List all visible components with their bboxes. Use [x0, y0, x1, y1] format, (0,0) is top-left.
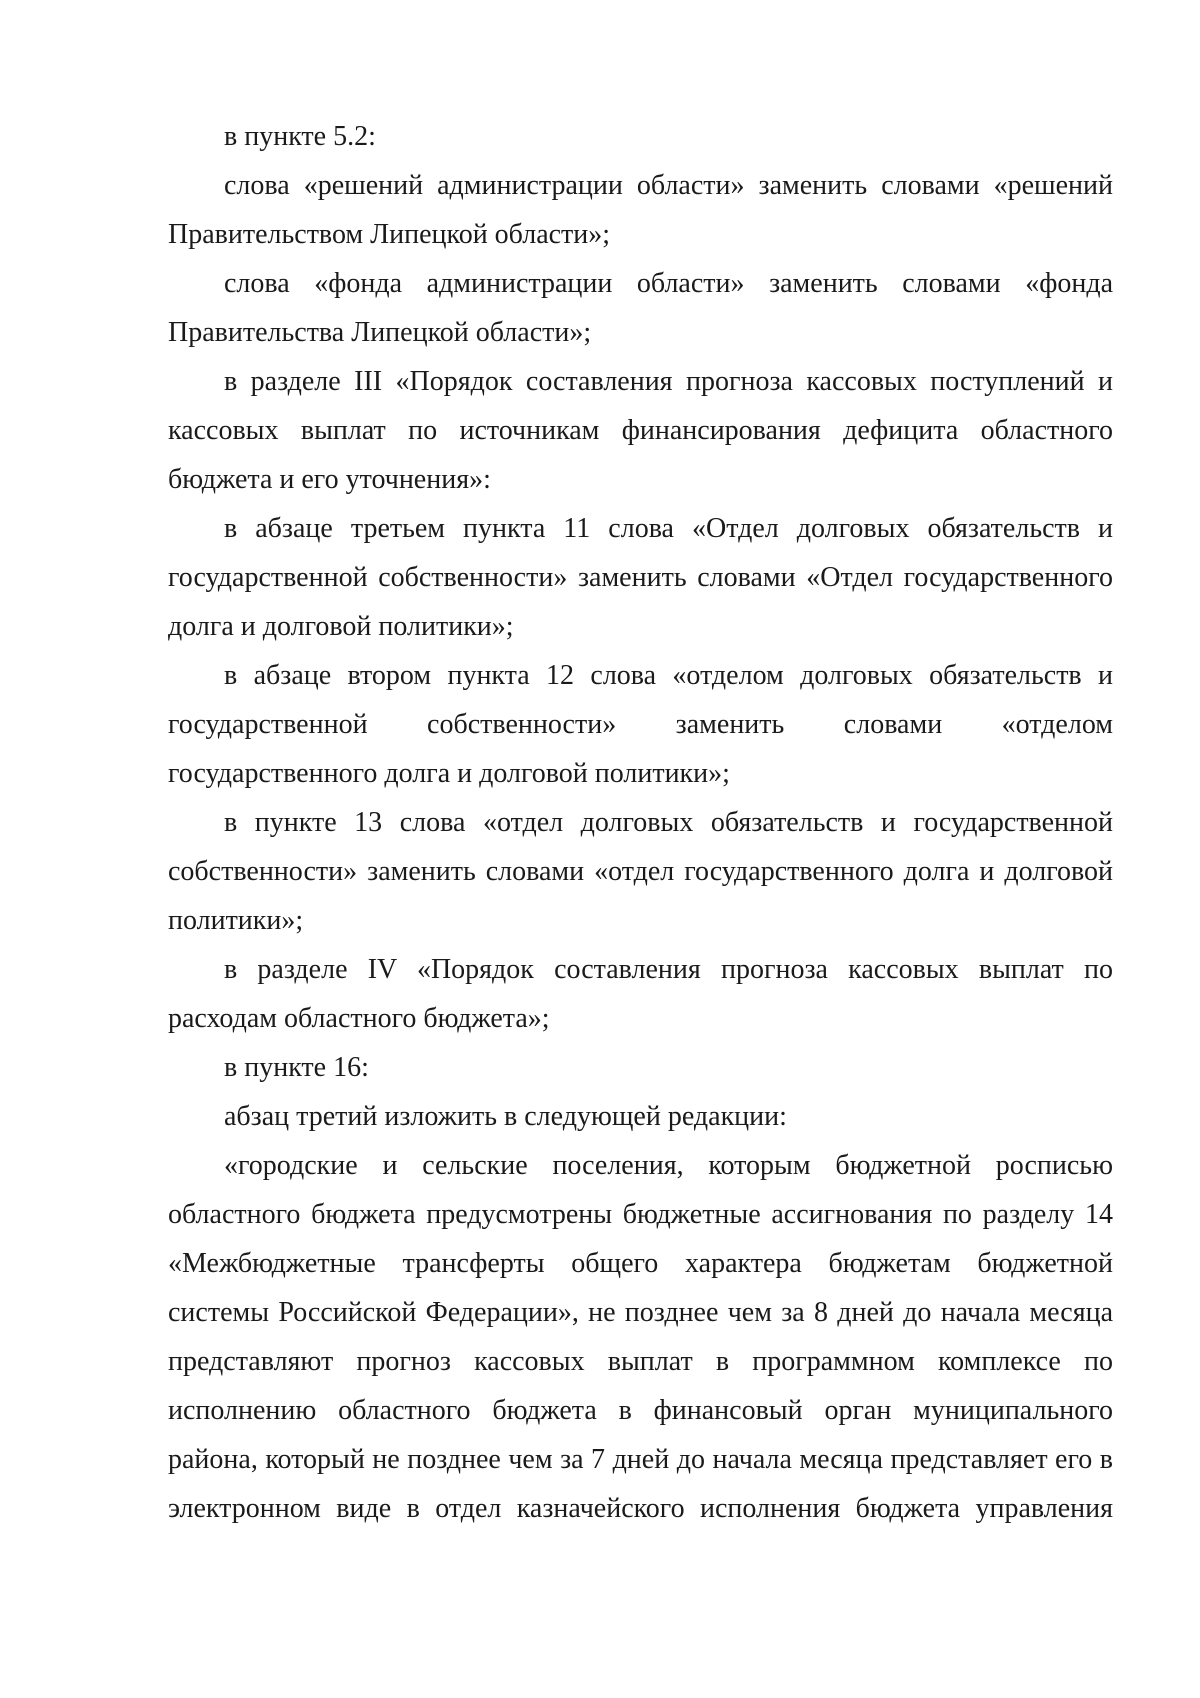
paragraph-10: абзац третий изложить в следующей редакции:: [224, 1101, 787, 1132]
paragraph-1: в пункте 5.2:: [224, 121, 376, 152]
paragraph-4: в разделе III «Порядок составления прогноза кассовых поступлений и кассовых выплат по источникам финансирования дефицита областного бюджета и его уточнения»:: [168, 366, 1113, 495]
paragraph-3: слова «фонда администрации области» заменить словами «фонда Правительства Липецкой области»;: [168, 268, 1113, 348]
paragraph-7: в пункте 13 слова «отдел долговых обязательств и государственной собственности» заменить словами «отдел государственного долга и долговой политики»;: [168, 807, 1113, 936]
paragraph-2: слова «решений администрации области» заменить словами «решений Правительством Липецкой области»;: [168, 170, 1113, 250]
paragraph-8: в разделе IV «Порядок составления прогноза кассовых выплат по расходам областного бюджета»;: [168, 954, 1113, 1034]
document-body: [168, 112, 1113, 1533]
paragraph-5: в абзаце третьем пункта 11 слова «Отдел долговых обязательств и государственной собственности» заменить словами «Отдел государственного долга и долговой политики»;: [168, 513, 1113, 642]
paragraph-11: «городские и сельские поселения, которым бюджетной росписью областного бюджета предусмотрены бюджетные ассигнования по разделу 14 «Межбюджетные трансферты общего характера бюджетам бюджетной системы Российской Федерации», не позднее чем за 8 дней до начала месяца представляют прогноз кассовых выплат в программном комплексе по исполнению областного бюджета в финансовый орган муниципального района, который не позднее чем за 7 дней до начала месяца представляет его в электронном виде в отдел казначейского исполнения бюджета управления: [168, 1150, 1113, 1524]
paragraph-9: в пункте 16:: [224, 1052, 369, 1083]
paragraph-6: в абзаце втором пункта 12 слова «отделом долговых обязательств и государственной собственности» заменить словами «отделом государственного долга и долговой политики»;: [168, 660, 1113, 789]
